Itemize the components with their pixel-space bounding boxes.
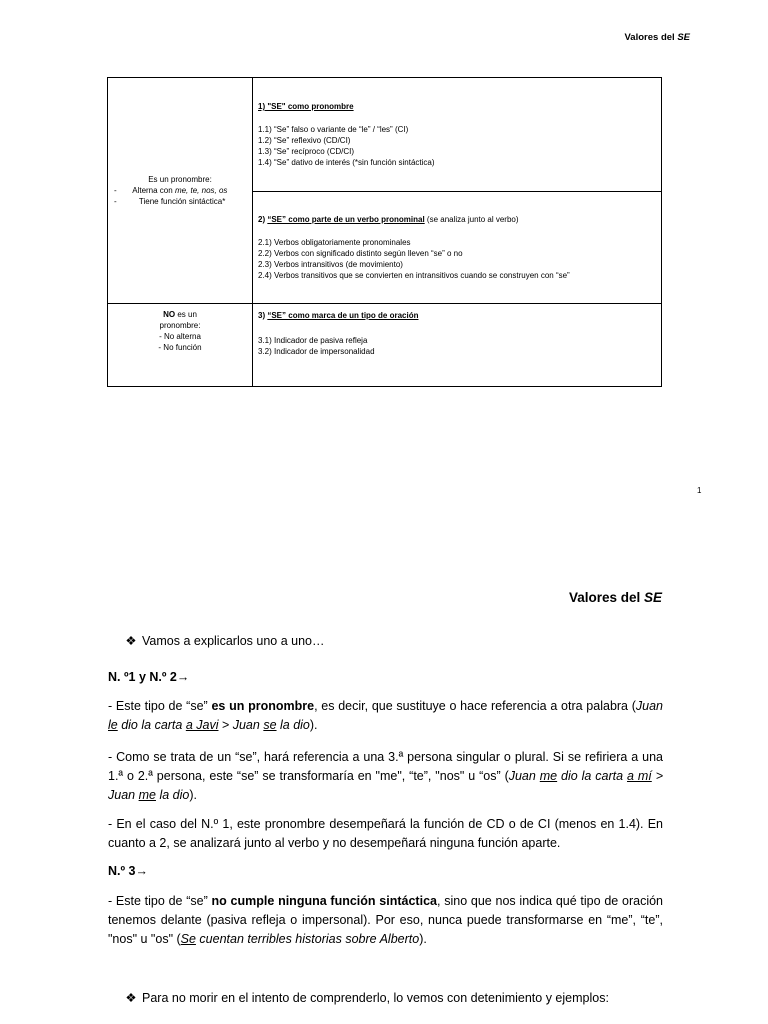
no-pronoun-line-2: pronombre: (159, 321, 201, 330)
section-3-cell (253, 304, 662, 387)
list-item: 3.2) Indicador de impersonalidad (258, 347, 375, 356)
heading-n3: N.º 3→ (108, 864, 148, 878)
diamond-bullet-icon: ❖ (125, 634, 137, 648)
paragraph-3: - En el caso del N.º 1, este pronombre desempeñará la función de CD o de CI (menos en 1.4). En cuanto a 2, se analizará junto al verbo y no desempeñará ninguna función aparte. (108, 817, 663, 850)
se-values-table (107, 77, 662, 387)
page1-header: Valores del SE (624, 32, 690, 43)
heading-n1-n2: N. º1 y N.º 2→ (108, 670, 190, 684)
pronoun-bullet-1: - Alterna con me, te, nos, os (114, 186, 228, 195)
section-1-cell (253, 78, 662, 192)
table-row (108, 78, 662, 192)
section-1-title: 1) "SE" como pronombre (258, 102, 354, 111)
table-row (108, 304, 662, 387)
list-item: 3.1) Indicador de pasiva refleja (258, 336, 368, 345)
list-item: 1.4) “Se” dativo de interés (*sin función sintáctica) (258, 158, 435, 167)
section-2-cell (253, 192, 662, 304)
page2-header: Valores del SE (568, 590, 662, 605)
pronoun-label: Es un pronombre: (148, 175, 212, 184)
bullet-outro: ❖ Para no morir en el intento de comprenderlo, lo vemos con detenimiento y ejemplos: (120, 989, 680, 1008)
no-pronoun-cell (108, 304, 253, 387)
page-number: 1 (697, 486, 702, 495)
pronoun-cell (108, 78, 253, 304)
paragraph-2: - Como se trata de un “se”, hará referencia a una 3.ª persona singular o plural. Si se refiriera a una 1.ª o 2.ª persona, este “se” se transformaría en "me", “te”, "nos" u “os” (Juan me dio la carta a mí > Juan me la dio). (108, 750, 663, 802)
no-pronoun-line-1: NO es un (163, 310, 197, 319)
no-pronoun-line-4: - No función (158, 343, 202, 352)
no-pronoun-line-3: - No alterna (159, 332, 201, 341)
section-2-title: 2) “SE” como parte de un verbo pronominal (se analiza junto al verbo) (258, 215, 519, 224)
bullet-intro: ❖ Vamos a explicarlos uno a uno… (120, 632, 675, 651)
list-item: 1.3) “Se” recíproco (CD/CI) (258, 147, 355, 156)
list-item: 1.2) “Se” reflexivo (CD/CI) (258, 136, 351, 145)
paragraph-4: - Este tipo de “se” no cumple ninguna función sintáctica, sino que nos indica qué tipo de oración tenemos delante (pasiva refleja o impersonal). Por eso, nunca puede transformarse en “me”, “te”, "nos" u "os" (Se cuentan terribles historias sobre Alberto). (108, 894, 663, 946)
list-item: 2.3) Verbos intransitivos (de movimiento) (258, 260, 403, 269)
section-3-title: 3) “SE” como marca de un tipo de oración (258, 311, 419, 320)
list-item: 2.2) Verbos con significado distinto según lleven “se” o no (258, 249, 463, 258)
list-item: 2.4) Verbos transitivos que se convierten en intransitivos cuando se construyen con “se” (258, 271, 570, 280)
list-item: 1.1) “Se” falso o variante de “le” / “les” (CI) (258, 125, 409, 134)
paragraph-1: - Este tipo de “se” es un pronombre, es decir, que sustituye o hace referencia a otra palabra (Juan le dio la carta a Javi > Juan se la dio). (108, 699, 664, 732)
pronoun-bullet-2: - Tiene función sintáctica* (114, 197, 226, 206)
list-item: 2.1) Verbos obligatoriamente pronominales (258, 238, 411, 247)
diamond-bullet-icon: ❖ (125, 991, 137, 1005)
